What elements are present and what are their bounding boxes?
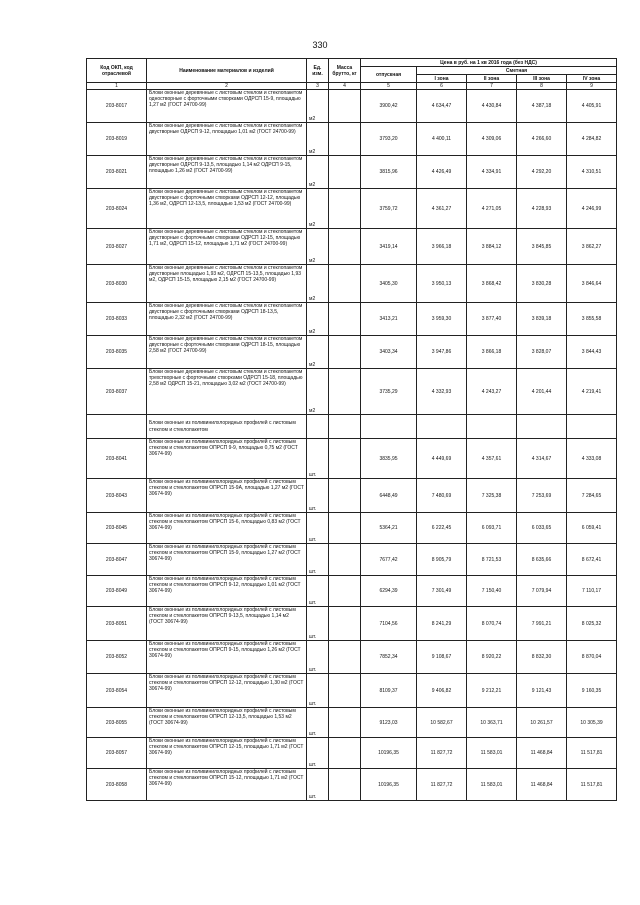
price-zone-1-cell: 8 241,29 [417, 607, 467, 641]
price-zone-4-cell: 7 284,65 [567, 479, 617, 513]
product-code-cell: 203-8041 [87, 439, 147, 479]
product-code-cell: 203-8052 [87, 641, 147, 674]
unit-cell: м2 [307, 336, 329, 369]
price-zone-1-cell: 9 406,82 [417, 674, 467, 708]
price-zone-2-cell: 3 877,40 [467, 303, 517, 336]
unit-cell: м2 [307, 369, 329, 415]
mass-cell [329, 674, 361, 708]
price-zone-1-cell: 11 827,72 [417, 738, 467, 769]
header-smetnaya: Сметная [417, 67, 617, 75]
price-zone-3-cell: 6 033,65 [517, 513, 567, 544]
price-otpusk-cell: 3413,21 [361, 303, 417, 336]
product-code-cell: 203-8045 [87, 513, 147, 544]
unit-cell [307, 415, 329, 439]
table-row [87, 479, 617, 513]
col-number: 7 [467, 83, 517, 90]
section-row [87, 415, 617, 439]
product-code-cell: 203-8017 [87, 90, 147, 123]
table-row [87, 513, 617, 544]
price-zone-1-cell: 10 582,67 [417, 708, 467, 738]
price-zone-3-cell: 3 830,28 [517, 265, 567, 303]
product-code-cell: 203-8019 [87, 123, 147, 156]
col-number: 4 [329, 83, 361, 90]
price-zone-4-cell: 3 855,58 [567, 303, 617, 336]
table-row [87, 708, 617, 738]
price-zone-1-cell: 4 449,69 [417, 439, 467, 479]
price-zone-2-cell: 6 093,71 [467, 513, 517, 544]
price-zone-1-cell: 4 361,27 [417, 189, 467, 229]
price-zone-4-cell: 11 517,81 [567, 769, 617, 801]
unit-cell: шт. [307, 674, 329, 708]
mass-cell [329, 738, 361, 769]
product-name-cell: Блоки оконные из поливинилхлоридных профилей с листовым стеклом и стеклопакетом ОПРСП 15-9А, площадью 1,27 м2 (ГОСТ 30674-99) [147, 479, 307, 513]
price-zone-4-cell: 7 110,17 [567, 576, 617, 607]
product-code-cell: 203-8058 [87, 769, 147, 801]
table-row [87, 336, 617, 369]
price-otpusk-cell: 3793,20 [361, 123, 417, 156]
price-zone-2-cell: 3 866,18 [467, 336, 517, 369]
price-zone-1-cell: 4 400,11 [417, 123, 467, 156]
table-row [87, 544, 617, 576]
table-row [87, 189, 617, 229]
price-otpusk-cell: 5364,21 [361, 513, 417, 544]
price-zone-2-cell: 4 271,05 [467, 189, 517, 229]
product-name-cell: Блоки оконные из поливинилхлоридных профилей с листовым стеклом и стеклопакетом ОПРСП 12-12, площадью 1,30 м2 (ГОСТ 30674-99) [147, 674, 307, 708]
price-zone-3-cell: 7 253,69 [517, 479, 567, 513]
mass-cell [329, 90, 361, 123]
price-zone-3-cell: 11 468,84 [517, 769, 567, 801]
table-body [87, 90, 617, 801]
unit-cell: шт. [307, 769, 329, 801]
product-name-cell: Блоки оконные деревянные с листовым стеклом и стеклопакетом двустворные площадью 1,93 м2, ОДРСП 15-13,5, площадью 1,93 м2, ОДРСП 15-15, площадью 2,15 м2 (ГОСТ 24700-99) [147, 265, 307, 303]
price-zone-3-cell: 4 201,44 [517, 369, 567, 415]
product-name-cell: Блоки оконные из поливинилхлоридных профилей с листовым стеклом и стеклопакетом ОПРСП 12-15, площадью 1,71 м2 (ГОСТ 30674-99) [147, 738, 307, 769]
unit-cell: шт. [307, 738, 329, 769]
price-zone-1-cell: 7 301,49 [417, 576, 467, 607]
product-code-cell: 203-8024 [87, 189, 147, 229]
price-zone-1-cell: 4 332,93 [417, 369, 467, 415]
price-zone-3-cell: 3 828,07 [517, 336, 567, 369]
product-name-cell: Блоки оконные деревянные с листовым стеклом и стеклопакетом трехстворные с форточными створками ОДРСП 15-18, площадью 2,58 м2 ОДРСП 15-21, площадью 3,02 м2 (ГОСТ 24700-99) [147, 369, 307, 415]
price-table [86, 58, 617, 801]
price-zone-3-cell: 4 292,20 [517, 156, 567, 189]
unit-cell: шт. [307, 544, 329, 576]
price-zone-4-cell: 3 846,64 [567, 265, 617, 303]
price-otpusk-cell: 10196,35 [361, 738, 417, 769]
mass-cell [329, 607, 361, 641]
product-name-cell: Блоки оконные деревянные с листовым стеклом и стеклопакетом двустворные ОДРСП 9-12, площадью 1,01 м2 (ГОСТ 24700-99) [147, 123, 307, 156]
price-zone-2-cell: 3 868,42 [467, 265, 517, 303]
price-zone-1-cell: 6 222,45 [417, 513, 467, 544]
price-zone-1-cell: 11 827,72 [417, 769, 467, 801]
price-otpusk-cell: 3405,30 [361, 265, 417, 303]
price-zone-4-cell: 6 059,41 [567, 513, 617, 544]
price-zone-4-cell: 8 870,04 [567, 641, 617, 674]
price-otpusk-cell: 3815,96 [361, 156, 417, 189]
product-code-cell: 203-8033 [87, 303, 147, 336]
product-name-cell: Блоки оконные из поливинилхлоридных профилей с листовым стеклом и стеклопакетом ОПРСП 15-12, площадью 1,71 м2 (ГОСТ 30674-99) [147, 769, 307, 801]
price-zone-2-cell: 8 721,53 [467, 544, 517, 576]
table-row [87, 641, 617, 674]
price-zone-4-cell: 4 246,99 [567, 189, 617, 229]
product-name-cell: Блоки оконные из поливинилхлоридных профилей с листовым стеклом и стеклопакетом ОПРСП 9-12, площадью 1,01 м2 (ГОСТ 30674-99) [147, 576, 307, 607]
product-code-cell: 203-8027 [87, 229, 147, 265]
header-zone-1: I зона [417, 75, 467, 83]
price-zone-4-cell: 10 305,39 [567, 708, 617, 738]
table-row [87, 769, 617, 801]
price-zone-1-cell: 4 634,47 [417, 90, 467, 123]
table-row [87, 156, 617, 189]
price-otpusk-cell: 3419,14 [361, 229, 417, 265]
price-zone-3-cell: 4 266,60 [517, 123, 567, 156]
price-otpusk-cell: 3403,34 [361, 336, 417, 369]
col-number: 3 [307, 83, 329, 90]
price-zone-4-cell [567, 415, 617, 439]
price-zone-2-cell [467, 415, 517, 439]
product-name-cell: Блоки оконные из поливинилхлоридных профилей с листовым стеклом и стеклопакетом ОПРСП 15-6, площадью 0,83 м2 (ГОСТ 30674-99) [147, 513, 307, 544]
product-name-cell: Блоки оконные деревянные с листовым стеклом и стеклопакетом двустворные с форточными створками ОДРСП 12-12, площадью 1,36 м2, ОДРСП 12-13,5, площадью 1,53 м2 (ГОСТ 24700-99) [147, 189, 307, 229]
col-number: 2 [147, 83, 307, 90]
mass-cell [329, 544, 361, 576]
mass-cell [329, 336, 361, 369]
mass-cell [329, 708, 361, 738]
product-code-cell: 203-8057 [87, 738, 147, 769]
mass-cell [329, 641, 361, 674]
price-otpusk-cell: 3759,72 [361, 189, 417, 229]
unit-cell: шт. [307, 439, 329, 479]
col-number: 5 [361, 83, 417, 90]
price-zone-4-cell: 11 517,81 [567, 738, 617, 769]
table-row [87, 674, 617, 708]
price-otpusk-cell: 7852,34 [361, 641, 417, 674]
header-price-group: Цена в руб. на 1 кв 2016 года (без НДС) [361, 59, 617, 67]
mass-cell [329, 576, 361, 607]
table-row [87, 229, 617, 265]
price-zone-4-cell: 4 284,82 [567, 123, 617, 156]
price-zone-2-cell: 7 150,40 [467, 576, 517, 607]
header-code: Код ОКП, код отраслевой [87, 59, 147, 83]
product-code-cell: 203-8035 [87, 336, 147, 369]
product-code-cell: 203-8021 [87, 156, 147, 189]
product-code-cell: 203-8037 [87, 369, 147, 415]
table-row [87, 123, 617, 156]
product-name-cell: Блоки оконные деревянные с листовым стеклом и стеклопакетом одностворные с форточными створками ОДРСП 15-9, площадью 1,27 м2 (ГОСТ 24700-99) [147, 90, 307, 123]
unit-cell: м2 [307, 265, 329, 303]
unit-cell: м2 [307, 90, 329, 123]
mass-cell [329, 769, 361, 801]
price-zone-2-cell: 10 363,71 [467, 708, 517, 738]
price-zone-4-cell: 3 844,43 [567, 336, 617, 369]
product-name-cell: Блоки оконные из поливинилхлоридных профилей с листовым стеклом и стеклопакетом ОПРСП 15-9, площадью 1,27 м2 (ГОСТ 30674-99) [147, 544, 307, 576]
price-zone-2-cell: 3 884,12 [467, 229, 517, 265]
product-name-cell: Блоки оконные из поливинилхлоридных профилей с листовым стеклом и стеклопакетом ОПРСП 12-13,5, площадью 1,53 м2 (ГОСТ 30674-99) [147, 708, 307, 738]
price-zone-1-cell: 3 947,86 [417, 336, 467, 369]
price-zone-4-cell: 4 333,08 [567, 439, 617, 479]
product-code-cell: 203-8055 [87, 708, 147, 738]
product-name-cell: Блоки оконные из поливинилхлоридных профилей с листовым стеклом и стеклопакетом ОПРСП 9-9, площадью 0,75 м2 (ГОСТ 30674-99) [147, 439, 307, 479]
price-otpusk-cell: 3900,42 [361, 90, 417, 123]
price-zone-1-cell: 8 905,79 [417, 544, 467, 576]
price-zone-1-cell: 4 426,49 [417, 156, 467, 189]
price-zone-3-cell: 4 228,93 [517, 189, 567, 229]
price-zone-4-cell: 3 862,27 [567, 229, 617, 265]
price-zone-1-cell: 9 108,67 [417, 641, 467, 674]
table-row [87, 369, 617, 415]
price-otpusk-cell: 6294,39 [361, 576, 417, 607]
unit-cell: м2 [307, 229, 329, 265]
price-zone-4-cell: 4 405,91 [567, 90, 617, 123]
unit-cell: шт. [307, 641, 329, 674]
mass-cell [329, 265, 361, 303]
price-zone-2-cell: 4 309,06 [467, 123, 517, 156]
product-code-cell [87, 415, 147, 439]
mass-cell [329, 303, 361, 336]
table-row [87, 576, 617, 607]
price-otpusk-cell: 3735,29 [361, 369, 417, 415]
header-zone-3: III зона [517, 75, 567, 83]
price-zone-2-cell: 11 583,01 [467, 738, 517, 769]
price-zone-1-cell [417, 415, 467, 439]
price-zone-2-cell: 11 583,01 [467, 769, 517, 801]
mass-cell [329, 369, 361, 415]
price-otpusk-cell: 7104,56 [361, 607, 417, 641]
unit-cell: шт. [307, 708, 329, 738]
price-zone-2-cell: 4 430,84 [467, 90, 517, 123]
column-number-row [87, 83, 617, 90]
price-zone-3-cell: 9 121,43 [517, 674, 567, 708]
price-otpusk-cell: 3835,95 [361, 439, 417, 479]
header-otpusk: отпускная [361, 67, 417, 83]
price-zone-3-cell: 3 845,85 [517, 229, 567, 265]
price-zone-4-cell: 9 160,35 [567, 674, 617, 708]
mass-cell [329, 513, 361, 544]
price-zone-2-cell: 4 334,91 [467, 156, 517, 189]
unit-cell: шт. [307, 479, 329, 513]
price-zone-2-cell: 7 325,38 [467, 479, 517, 513]
price-zone-4-cell: 8 025,32 [567, 607, 617, 641]
table-row [87, 738, 617, 769]
product-name-cell: Блоки оконные из поливинилхлоридных профилей с листовым стеклом и стеклопакетом ОПРСП 9-15, площадью 1,26 м2 (ГОСТ 30674-99) [147, 641, 307, 674]
price-otpusk-cell: 8109,37 [361, 674, 417, 708]
price-zone-1-cell: 3 966,18 [417, 229, 467, 265]
unit-cell: м2 [307, 303, 329, 336]
price-zone-1-cell: 3 950,13 [417, 265, 467, 303]
price-zone-2-cell: 4 243,27 [467, 369, 517, 415]
table-row [87, 607, 617, 641]
col-number: 9 [567, 83, 617, 90]
price-zone-3-cell: 8 832,30 [517, 641, 567, 674]
mass-cell [329, 439, 361, 479]
header-name: Наименование материалов и изделий [147, 59, 307, 83]
price-zone-1-cell: 7 480,69 [417, 479, 467, 513]
product-name-cell: Блоки оконные из поливинилхлоридных профилей с листовым стеклом и стеклопакетом [147, 415, 307, 439]
price-zone-4-cell: 4 310,51 [567, 156, 617, 189]
header-mass: Масса брутто, кг [329, 59, 361, 83]
product-name-cell: Блоки оконные деревянные с листовым стеклом и стеклопакетом двустворные ОДРСП 9-13,5, площадью 1,14 м2 ОДРСП 9-15, площадью 1,26 м2 (ГОСТ 24700-99) [147, 156, 307, 189]
price-otpusk-cell: 9123,03 [361, 708, 417, 738]
price-zone-2-cell: 9 212,21 [467, 674, 517, 708]
mass-cell [329, 189, 361, 229]
price-otpusk-cell: 10196,35 [361, 769, 417, 801]
price-zone-3-cell: 11 468,84 [517, 738, 567, 769]
price-zone-3-cell: 7 991,21 [517, 607, 567, 641]
price-otpusk-cell: 7677,42 [361, 544, 417, 576]
header-zone-2: II зона [467, 75, 517, 83]
price-zone-2-cell: 8 070,74 [467, 607, 517, 641]
table-row [87, 303, 617, 336]
mass-cell [329, 479, 361, 513]
table-row [87, 265, 617, 303]
mass-cell [329, 156, 361, 189]
mass-cell [329, 229, 361, 265]
product-code-cell: 203-8030 [87, 265, 147, 303]
price-otpusk-cell: 6448,49 [361, 479, 417, 513]
unit-cell: шт. [307, 576, 329, 607]
product-name-cell: Блоки оконные деревянные с листовым стеклом и стеклопакетом двустворные с форточными створками ОДРСП 18-15, площадью 2,58 м2 (ГОСТ 24700-99) [147, 336, 307, 369]
product-code-cell: 203-8054 [87, 674, 147, 708]
col-number: 1 [87, 83, 147, 90]
col-number: 8 [517, 83, 567, 90]
table-row [87, 90, 617, 123]
unit-cell: шт. [307, 513, 329, 544]
price-zone-1-cell: 3 959,30 [417, 303, 467, 336]
price-zone-3-cell: 4 314,67 [517, 439, 567, 479]
page-number: 330 [312, 40, 328, 50]
unit-cell: м2 [307, 123, 329, 156]
price-zone-2-cell: 4 357,61 [467, 439, 517, 479]
mass-cell [329, 123, 361, 156]
price-zone-3-cell: 7 079,94 [517, 576, 567, 607]
product-code-cell: 203-8049 [87, 576, 147, 607]
price-zone-3-cell: 3 839,18 [517, 303, 567, 336]
product-code-cell: 203-8047 [87, 544, 147, 576]
unit-cell: шт. [307, 607, 329, 641]
price-zone-4-cell: 4 219,41 [567, 369, 617, 415]
product-code-cell: 203-8043 [87, 479, 147, 513]
unit-cell: м2 [307, 156, 329, 189]
product-name-cell: Блоки оконные из поливинилхлоридных профилей с листовым стеклом и стеклопакетом ОПРСП 9-13,5, площадью 1,14 м2 (ГОСТ 30674-99) [147, 607, 307, 641]
product-name-cell: Блоки оконные деревянные с листовым стеклом и стеклопакетом двустворные с форточными створками ОДРСП 12-15, площадью 1,71 м2, ОДРСП 15-12, площадью 1,71 м2 (ГОСТ 24700-99) [147, 229, 307, 265]
price-otpusk-cell [361, 415, 417, 439]
mass-cell [329, 415, 361, 439]
price-zone-3-cell [517, 415, 567, 439]
col-number: 6 [417, 83, 467, 90]
table-row [87, 439, 617, 479]
unit-cell: м2 [307, 189, 329, 229]
product-code-cell: 203-8051 [87, 607, 147, 641]
header-zone-4: IV зона [567, 75, 617, 83]
price-zone-3-cell: 8 635,66 [517, 544, 567, 576]
price-zone-2-cell: 8 920,22 [467, 641, 517, 674]
header-unit: Ед. изм. [307, 59, 329, 83]
price-zone-3-cell: 4 387,18 [517, 90, 567, 123]
product-name-cell: Блоки оконные деревянные с листовым стеклом и стеклопакетом двустворные с форточными створками ОДРСП 18-13,5, площадью 2,32 м2 (ГОСТ 24700-99) [147, 303, 307, 336]
price-zone-4-cell: 8 672,41 [567, 544, 617, 576]
price-zone-3-cell: 10 261,57 [517, 708, 567, 738]
